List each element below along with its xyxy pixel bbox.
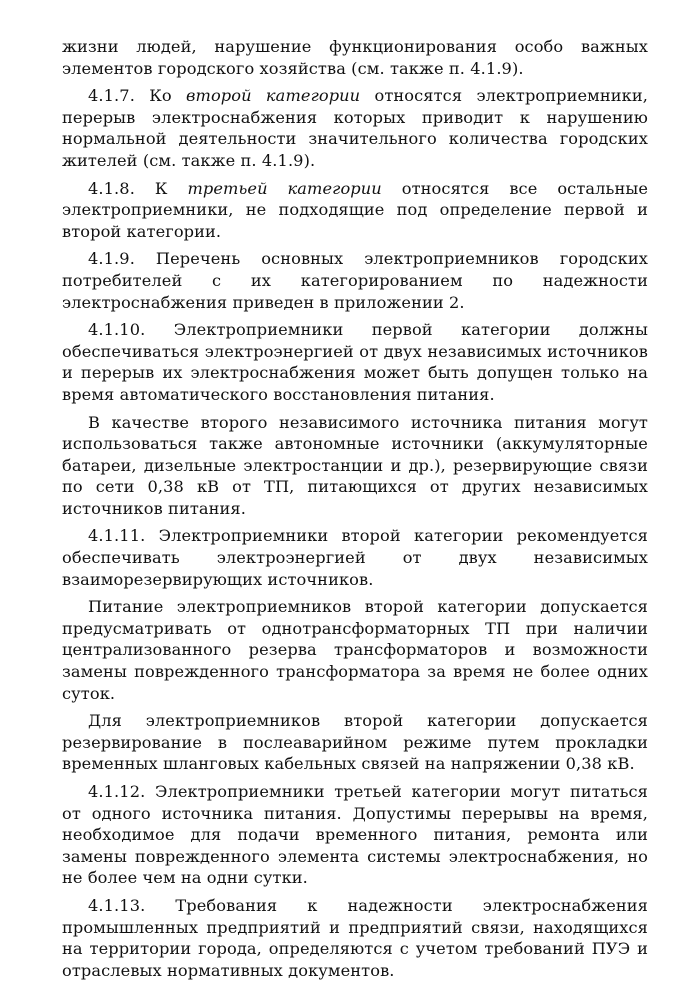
paragraph-single-transformer: Питание электроприемников второй категории допускается предусматривать от однотрансформаторных ТП при наличии централизованного резерва трансформаторов и возможности замены поврежденного трансформатора за время не более одних суток. bbox=[62, 597, 648, 703]
paragraph-4-1-8-post: относятся все остальные электроприемники, не подходящие под определение первой и второй категории. bbox=[62, 178, 648, 241]
term-second-category: второй категории bbox=[185, 86, 361, 106]
paragraph-4-1-10: 4.1.10. Электроприемники первой категории должны обеспечиваться электроэнергией от двух независимых источников и перерыв их электроснабжения может быть допущен только на время автоматического восстановления питания. bbox=[62, 320, 648, 404]
paragraph-4-1-13: 4.1.13. Требования к надежности электроснабжения промышленных предприятий и предприятий связи, находящихся на территории города, определяются с учетом требований ПУЭ и отраслевых нормативных документов. bbox=[62, 895, 648, 980]
paragraph-4-1-7-pre: 4.1.7. Ко bbox=[88, 86, 186, 106]
paragraph-4-1-8 bbox=[62, 178, 648, 243]
paragraph-backup-cables: Для электроприемников второй категории допускается резервирование в послеаварийном режиме путем прокладки временных шланговых кабельных связей на напряжении 0,38 кВ. bbox=[62, 711, 648, 774]
paragraph-4-1-8-pre: 4.1.8. К bbox=[88, 178, 188, 198]
paragraph-4-1-11: 4.1.11. Электроприемники второй категории рекомендуется обеспечивать электроэнергией от двух независимых взаиморезервирующих источников. bbox=[62, 526, 648, 589]
paragraph-second-source: В качестве второго независимого источника питания могут использоваться также автономные источники (аккумуляторные батареи, дизельные электростанции и др.), резервирующие связи по сети 0,38 кВ от ТП, питающихся от других независимых источников питания. bbox=[62, 412, 648, 518]
term-third-category: третьей категории bbox=[187, 178, 382, 198]
paragraph-4-1-7-post: относятся электроприемники, перерыв электроснабжения которых приводит к нарушению нормальной деятельности значительного количества городских жителей (см. также п. 4.1.9). bbox=[62, 86, 648, 170]
paragraph-continuation: жизни людей, нарушение функционирования особо важных элементов городского хозяйства (см. также п. 4.1.9). bbox=[62, 37, 648, 78]
paragraph-4-1-9: 4.1.9. Перечень основных электроприемников городских потребителей с их категорированием по надежности электроснабжения приведен в приложении 2. bbox=[62, 249, 648, 312]
paragraph-4-1-7 bbox=[62, 85, 648, 171]
paragraph-4-1-12: 4.1.12. Электроприемники третьей категории могут питаться от одного источника питания. Допустимы перерывы на время, необходимое для подачи временного питания, ремонта или замены поврежденного элемента системы электроснабжения, но не более чем на одни сутки. bbox=[62, 782, 648, 888]
